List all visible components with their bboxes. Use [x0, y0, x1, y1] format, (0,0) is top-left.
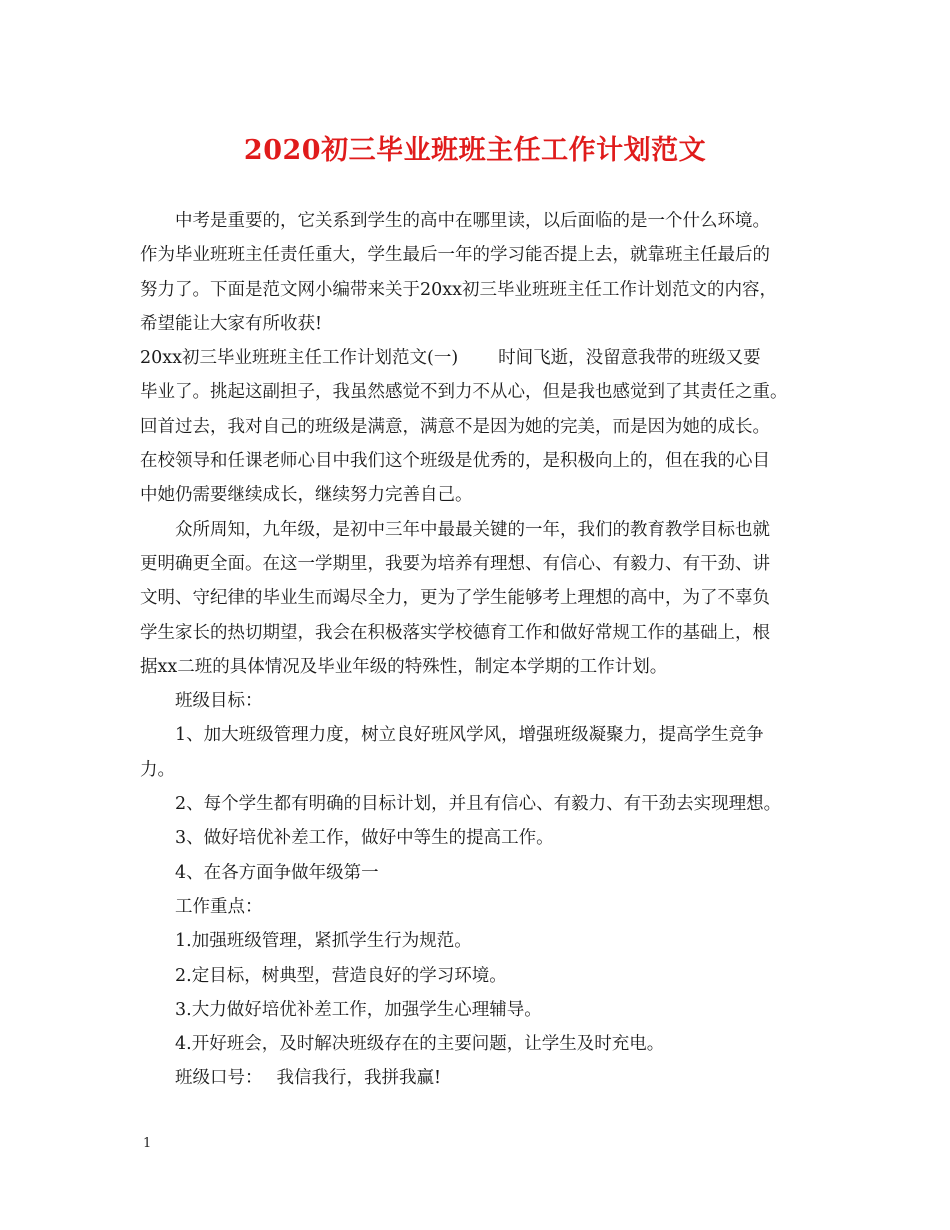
- paragraph-line: 在校领导和任课老师心目中我们这个班级是优秀的，是积极向上的，但在我的心目: [140, 451, 770, 472]
- list-item-continuation: 力。: [140, 759, 175, 780]
- list-item: 1、加大班级管理力度，树立良好班风学风，增强班级凝聚力，提高学生竞争: [175, 725, 764, 746]
- paragraph-line: 作为毕业班班主任责任重大，学生最后一年的学习能否提上去，就靠班主任最后的: [140, 245, 770, 266]
- paragraph-line: 众所周知，九年级，是初中三年中最最关键的一年，我们的教育教学目标也就: [175, 519, 770, 540]
- paragraph-line: 文明、守纪律的毕业生而竭尽全力，更为了学生能够考上理想的高中，为了不辜负: [140, 588, 770, 609]
- document-title: 2020初三毕业班班主任工作计划范文: [243, 135, 707, 166]
- paragraph-line: 学生家长的热切期望，我会在积极落实学校德育工作和做好常规工作的基础上，根: [140, 622, 770, 643]
- paragraph-line: 希望能让大家有所收获!: [140, 313, 323, 334]
- section-heading: 20xx初三毕业班班主任工作计划范文(一): [140, 348, 459, 369]
- list-item: 3、做好培优补差工作，做好中等生的提高工作。: [175, 828, 554, 849]
- paragraph-text: 时间飞逝，没留意我带的班级又要: [498, 348, 761, 369]
- paragraph-line: 中她仍需要继续成长，继续努力完善自己。: [140, 485, 473, 506]
- list-item: 1.加强班级管理，紧抓学生行为规范。: [175, 931, 472, 952]
- slogan-text: 我信我行，我拼我赢!: [276, 1068, 442, 1089]
- page-number: 1: [143, 1136, 152, 1151]
- slogan-label: 班级口号：: [175, 1068, 263, 1089]
- list-item: 4.开好班会，及时解决班级存在的主要问题，让学生及时充电。: [175, 1034, 665, 1055]
- paragraph-line: 中考是重要的，它关系到学生的高中在哪里读，以后面临的是一个什么环境。: [175, 211, 770, 231]
- paragraph-line: 更明确更全面。在这一学期里，我要为培养有理想、有信心、有毅力、有干劲、讲: [140, 553, 770, 574]
- section-heading-line: [140, 341, 830, 375]
- list-item: 2.定目标，树典型，营造良好的学习环境。: [175, 965, 507, 986]
- paragraph-line: 努力了。下面是范文网小编带来关于20xx初三毕业班班主任工作计划范文的内容，: [140, 279, 778, 300]
- slogan-line: [140, 1061, 830, 1095]
- paragraph-line: 毕业了。挑起这副担子，我虽然感觉不到力不从心，但是我也感觉到了其责任之重。: [140, 382, 788, 403]
- subheading-line: 班级目标：: [175, 691, 263, 712]
- list-item: 2、每个学生都有明确的目标计划，并且有信心、有毅力、有干劲去实现理想。: [175, 794, 782, 815]
- list-item: 4、在各方面争做年级第一: [175, 862, 379, 883]
- paragraph-line: 回首过去，我对自己的班级是满意，满意不是因为她的完美，而是因为她的成长。: [140, 416, 770, 437]
- document-body: [140, 204, 830, 1096]
- list-item: 3.大力做好培优补差工作，加强学生心理辅导。: [175, 999, 542, 1020]
- paragraph-line: 据xx二班的具体情况及毕业年级的特殊性，制定本学期的工作计划。: [140, 656, 668, 677]
- subheading-line: 工作重点：: [175, 896, 263, 917]
